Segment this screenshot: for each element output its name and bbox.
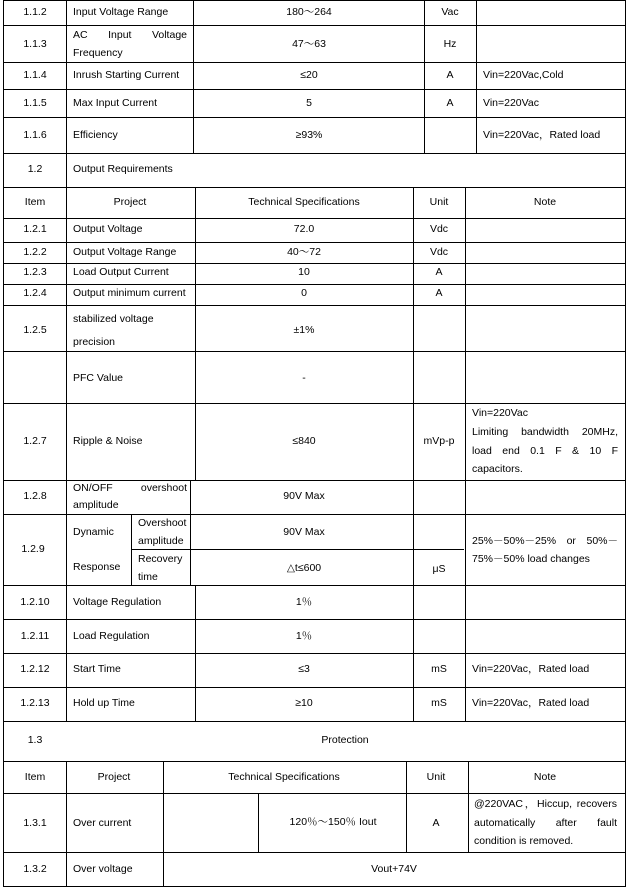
- item-cell: 1.3.1: [23, 817, 47, 829]
- unit-cell: A: [446, 69, 454, 81]
- grid-line: [193, 0, 194, 153]
- note-cell: Vin=220Vac，Rated load: [472, 663, 590, 675]
- unit-cell: A: [435, 266, 443, 278]
- group-label-line: Response: [73, 561, 121, 573]
- project-cell: Over current: [73, 817, 132, 829]
- item-cell: 1.2.11: [20, 630, 50, 642]
- item-cell: 1.1.4: [23, 69, 47, 81]
- section-title: Protection: [321, 734, 369, 746]
- project-cell: Input Voltage Range: [73, 6, 169, 18]
- unit-cell: A: [446, 97, 454, 109]
- note-cell-line: load end 0.1 F & 10 F: [472, 445, 618, 457]
- note-cell: Vin=220Vac,Cold: [483, 69, 564, 81]
- spec-cell: 10: [298, 266, 310, 278]
- grid-line: [163, 761, 164, 887]
- grid-line: [3, 687, 626, 688]
- unit-cell: mS: [431, 697, 447, 709]
- sub-label-line: time: [138, 571, 158, 583]
- grid-line: [131, 514, 132, 585]
- item-cell: 1.2.10: [20, 596, 50, 608]
- note-cell: Vin=220Vac: [483, 97, 539, 109]
- spec-cell: 180～264: [286, 6, 332, 18]
- note-cell-line: 25%－50%－25% or 50%－: [472, 535, 618, 547]
- grid-line: [3, 153, 626, 154]
- project-cell: Inrush Starting Current: [73, 69, 180, 81]
- group-label-line: Dynamic: [73, 526, 114, 538]
- grid-line: [3, 653, 626, 654]
- spec-cell: 1％: [295, 596, 313, 608]
- note-cell-line: condition is removed.: [474, 835, 574, 847]
- spec-cell: ≥10: [295, 697, 313, 709]
- grid-line: [465, 187, 466, 480]
- item-cell: 1.1.3: [23, 38, 47, 50]
- grid-line: [3, 117, 626, 118]
- project-cell: Voltage Regulation: [73, 596, 162, 608]
- header-project: Project: [97, 771, 131, 783]
- item-cell: 1.2.5: [23, 324, 47, 336]
- spec-cell: -: [302, 372, 306, 384]
- unit-cell: Vdc: [429, 223, 449, 235]
- grid-line: [3, 62, 626, 63]
- unit-cell: Vdc: [429, 246, 449, 258]
- item-cell: 1.2.8: [23, 490, 47, 502]
- grid-line: [190, 514, 191, 585]
- header-spec: Technical Specifications: [248, 196, 360, 208]
- project-cell: Efficiency: [73, 129, 118, 141]
- grid-line: [195, 585, 196, 721]
- spec-cell: 47～63: [292, 38, 326, 50]
- item-cell: 1.1.5: [23, 97, 47, 109]
- grid-line: [3, 351, 626, 352]
- note-cell: Vin=220Vac，Rated load: [483, 129, 601, 141]
- grid-line: [625, 0, 626, 887]
- grid-line: [3, 480, 626, 481]
- project-cell: Ripple & Noise: [73, 435, 143, 447]
- spec-cell: 40～72: [287, 246, 321, 258]
- grid-line: [195, 187, 196, 480]
- grid-line: [66, 0, 67, 721]
- header-spec: Technical Specifications: [228, 771, 340, 783]
- project-cell: Max Input Current: [73, 97, 158, 109]
- grid-line: [3, 0, 626, 1]
- project-cell-line: amplitude: [73, 499, 119, 511]
- section-title: Output Requirements: [73, 163, 173, 175]
- spec-cell: 0: [301, 287, 307, 299]
- header-item: Item: [24, 196, 46, 208]
- header-unit: Unit: [429, 196, 449, 208]
- project-cell: Over voltage: [73, 863, 133, 875]
- item-cell: 1.2.4: [23, 287, 47, 299]
- project-cell: Start Time: [73, 663, 121, 675]
- item-cell: 1.2.13: [20, 697, 50, 709]
- spec-cell: ≥93%: [295, 129, 323, 141]
- grid-line: [258, 793, 259, 853]
- grid-line: [413, 187, 414, 480]
- unit-cell: A: [435, 287, 443, 299]
- project-cell-line: stabilized voltage: [73, 313, 154, 325]
- spec-cell: ≤20: [300, 69, 318, 81]
- grid-line: [3, 403, 626, 404]
- grid-line: [3, 89, 626, 90]
- grid-line: [3, 187, 626, 188]
- project-cell-line: AC Input Voltage: [73, 29, 187, 41]
- project-cell: Load Regulation: [73, 630, 150, 642]
- project-cell: Output Voltage: [73, 223, 143, 235]
- grid-line: [3, 886, 626, 887]
- grid-line: [476, 0, 477, 153]
- unit-cell: A: [432, 817, 440, 829]
- project-cell: Load Output Current: [73, 266, 169, 278]
- grid-line: [3, 585, 626, 586]
- item-cell: 1.3.2: [23, 863, 47, 875]
- spec-cell: 120％～150％ Iout: [289, 816, 377, 828]
- grid-line: [3, 619, 626, 620]
- unit-cell: Vac: [441, 6, 459, 18]
- section-number: 1.3: [27, 734, 43, 746]
- unit-cell: Hz: [443, 38, 457, 50]
- note-cell-line: capacitors.: [472, 463, 523, 475]
- item-cell: 1.2.12: [20, 663, 50, 675]
- header-item: Item: [24, 771, 46, 783]
- item-cell: 1.2.1: [23, 223, 47, 235]
- grid-line: [3, 218, 626, 219]
- project-cell: Hold up Time: [73, 697, 135, 709]
- section-number: 1.2: [27, 163, 43, 175]
- project-cell-line: ON/OFF overshoot: [73, 482, 187, 494]
- grid-line: [468, 761, 469, 853]
- sub-label-line: Overshoot: [138, 517, 187, 529]
- grid-line: [465, 480, 466, 721]
- grid-line: [3, 284, 626, 285]
- unit-cell: mS: [431, 663, 447, 675]
- grid-line: [413, 480, 414, 721]
- sub-label-line: Recovery: [138, 553, 183, 565]
- grid-line: [3, 0, 4, 887]
- grid-line: [131, 549, 464, 550]
- spec-cell: 90V Max: [283, 490, 325, 502]
- grid-line: [3, 761, 626, 762]
- spec-cell: 5: [306, 97, 312, 109]
- grid-line: [3, 721, 626, 722]
- spec-cell: ≤3: [298, 663, 310, 675]
- project-cell: Output minimum current: [73, 287, 186, 299]
- unit-cell: μS: [432, 563, 446, 575]
- header-note: Note: [533, 196, 557, 208]
- item-cell: 1.2.7: [23, 435, 47, 447]
- note-cell-line: Vin=220Vac: [472, 407, 528, 419]
- item-cell: 1.1.2: [23, 6, 47, 18]
- spec-cell: ±1%: [293, 324, 315, 336]
- note-cell-line: 75%－50% load changes: [472, 553, 590, 565]
- spec-cell: 90V Max: [283, 526, 325, 538]
- note-cell-line: automatically after fault: [474, 817, 617, 829]
- project-cell: Output Voltage Range: [73, 246, 177, 258]
- item-cell: 1.2.9: [21, 543, 45, 555]
- spec-cell: 72.0: [293, 223, 315, 235]
- sub-label-line: amplitude: [138, 535, 184, 547]
- spec-cell: △t≤600: [286, 562, 322, 574]
- header-project: Project: [113, 196, 147, 208]
- header-unit: Unit: [426, 771, 446, 783]
- header-note: Note: [533, 771, 557, 783]
- grid-line: [3, 793, 626, 794]
- grid-line: [190, 480, 191, 515]
- grid-line: [3, 305, 626, 306]
- project-cell-line: Frequency: [73, 47, 123, 59]
- note-cell: Vin=220Vac，Rated load: [472, 697, 590, 709]
- project-cell: PFC Value: [73, 372, 123, 384]
- grid-line: [3, 852, 626, 853]
- grid-line: [66, 761, 67, 887]
- spec-cell: Vout+74V: [371, 863, 417, 875]
- grid-line: [3, 25, 626, 26]
- grid-line: [424, 0, 425, 153]
- spec-cell: ≤840: [292, 435, 316, 447]
- item-cell: 1.1.6: [23, 129, 47, 141]
- grid-line: [3, 263, 626, 264]
- spec-cell: 1％: [295, 630, 313, 642]
- item-cell: 1.2.2: [23, 246, 47, 258]
- unit-cell: mVp-p: [423, 435, 455, 447]
- grid-line: [3, 242, 626, 243]
- item-cell: 1.2.3: [23, 266, 47, 278]
- grid-line: [3, 514, 626, 515]
- project-cell-line: precision: [73, 336, 116, 348]
- note-cell-line: Limiting bandwidth 20MHz,: [472, 426, 618, 438]
- grid-line: [406, 761, 407, 853]
- note-cell-line: @220VAC，Hiccup, recovers: [474, 798, 617, 810]
